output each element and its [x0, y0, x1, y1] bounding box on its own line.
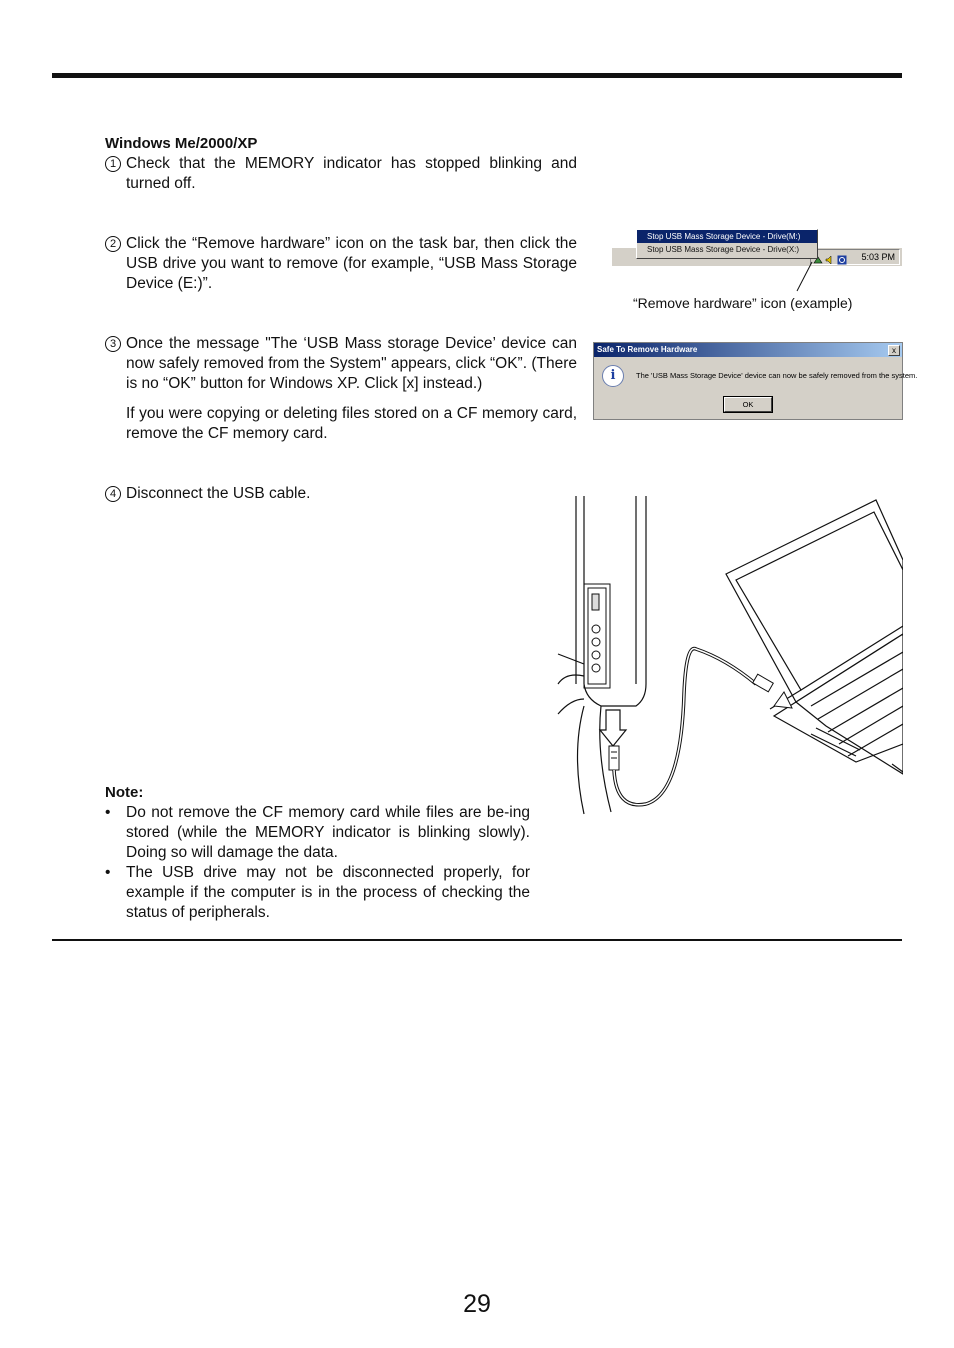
disconnect-arrow: [600, 710, 626, 746]
taskbar-clock: 5:03 PM: [861, 252, 895, 262]
device-panel: [584, 584, 610, 688]
dialog-ok-button[interactable]: OK: [724, 397, 772, 412]
menu-item-drive-x[interactable]: Stop USB Mass Storage Device - Drive(X:): [647, 245, 800, 254]
step-text: Disconnect the USB cable.: [126, 485, 311, 502]
step-3-extra: If you were copying or deleting files stored on a CF memory card, remove the CF memory card.: [126, 405, 577, 442]
step-text: Click the “Remove hardware” icon on the task bar, then click the USB drive you want to remove (for example, “USB Mass Storage Device (E:)”.: [126, 235, 577, 292]
step-text: Check that the MEMORY indicator has stopped blinking and turned off.: [126, 155, 577, 192]
note-heading: Note:: [105, 784, 144, 801]
remove-hardware-caption: “Remove hardware” icon (example): [633, 295, 853, 311]
bullet-mark: •: [105, 804, 111, 821]
step-3: [105, 334, 577, 394]
page-number: 29: [463, 1290, 491, 1318]
step-4: [105, 484, 577, 504]
step-number: 3: [105, 336, 121, 352]
note-list: [105, 803, 530, 923]
laptop: [726, 500, 903, 774]
step-number: 4: [105, 486, 121, 502]
step-number: 1: [105, 156, 121, 172]
usb-disconnect-illustration: [556, 494, 903, 816]
menu-item-drive-m[interactable]: Stop USB Mass Storage Device - Drive(M:): [637, 230, 817, 243]
safe-remove-dialog: [593, 342, 918, 420]
caption-pointer-line: [0, 0, 954, 300]
note-item-text: The USB drive may not be disconnected properly, for example if the computer is in the process of checking the status of peripherals.: [126, 864, 530, 921]
dialog-close-button[interactable]: x: [888, 345, 900, 356]
dialog-message: The 'USB Mass Storage Device' device can now be safely removed from the system.: [636, 371, 918, 380]
step-text: Once the message "The ‘USB Mass storage Device’ device can now safely removed from the System" appears, click “OK”. (There is no “OK” button for Windows XP. Click [x] instead.): [126, 335, 577, 392]
bullet-mark: •: [105, 864, 111, 881]
note-item-text: Do not remove the CF memory card while files are be-ing stored (while the MEMORY indicator is blinking slowly). Doing so will damage the data.: [126, 804, 530, 861]
device-body: [558, 496, 646, 814]
section-heading: Windows Me/2000/XP: [105, 135, 258, 152]
step-number: 2: [105, 236, 121, 252]
laptop-usb-arrow: [774, 692, 792, 708]
bottom-rule: [52, 939, 902, 941]
usb-plug-device: [609, 746, 619, 770]
usb-plug-laptop: [753, 674, 774, 692]
dialog-title: [594, 343, 902, 357]
info-icon: i: [602, 365, 624, 387]
dialog-title-text: Safe To Remove Hardware: [597, 345, 698, 354]
note-item: [105, 863, 530, 923]
note-item: [105, 803, 530, 863]
